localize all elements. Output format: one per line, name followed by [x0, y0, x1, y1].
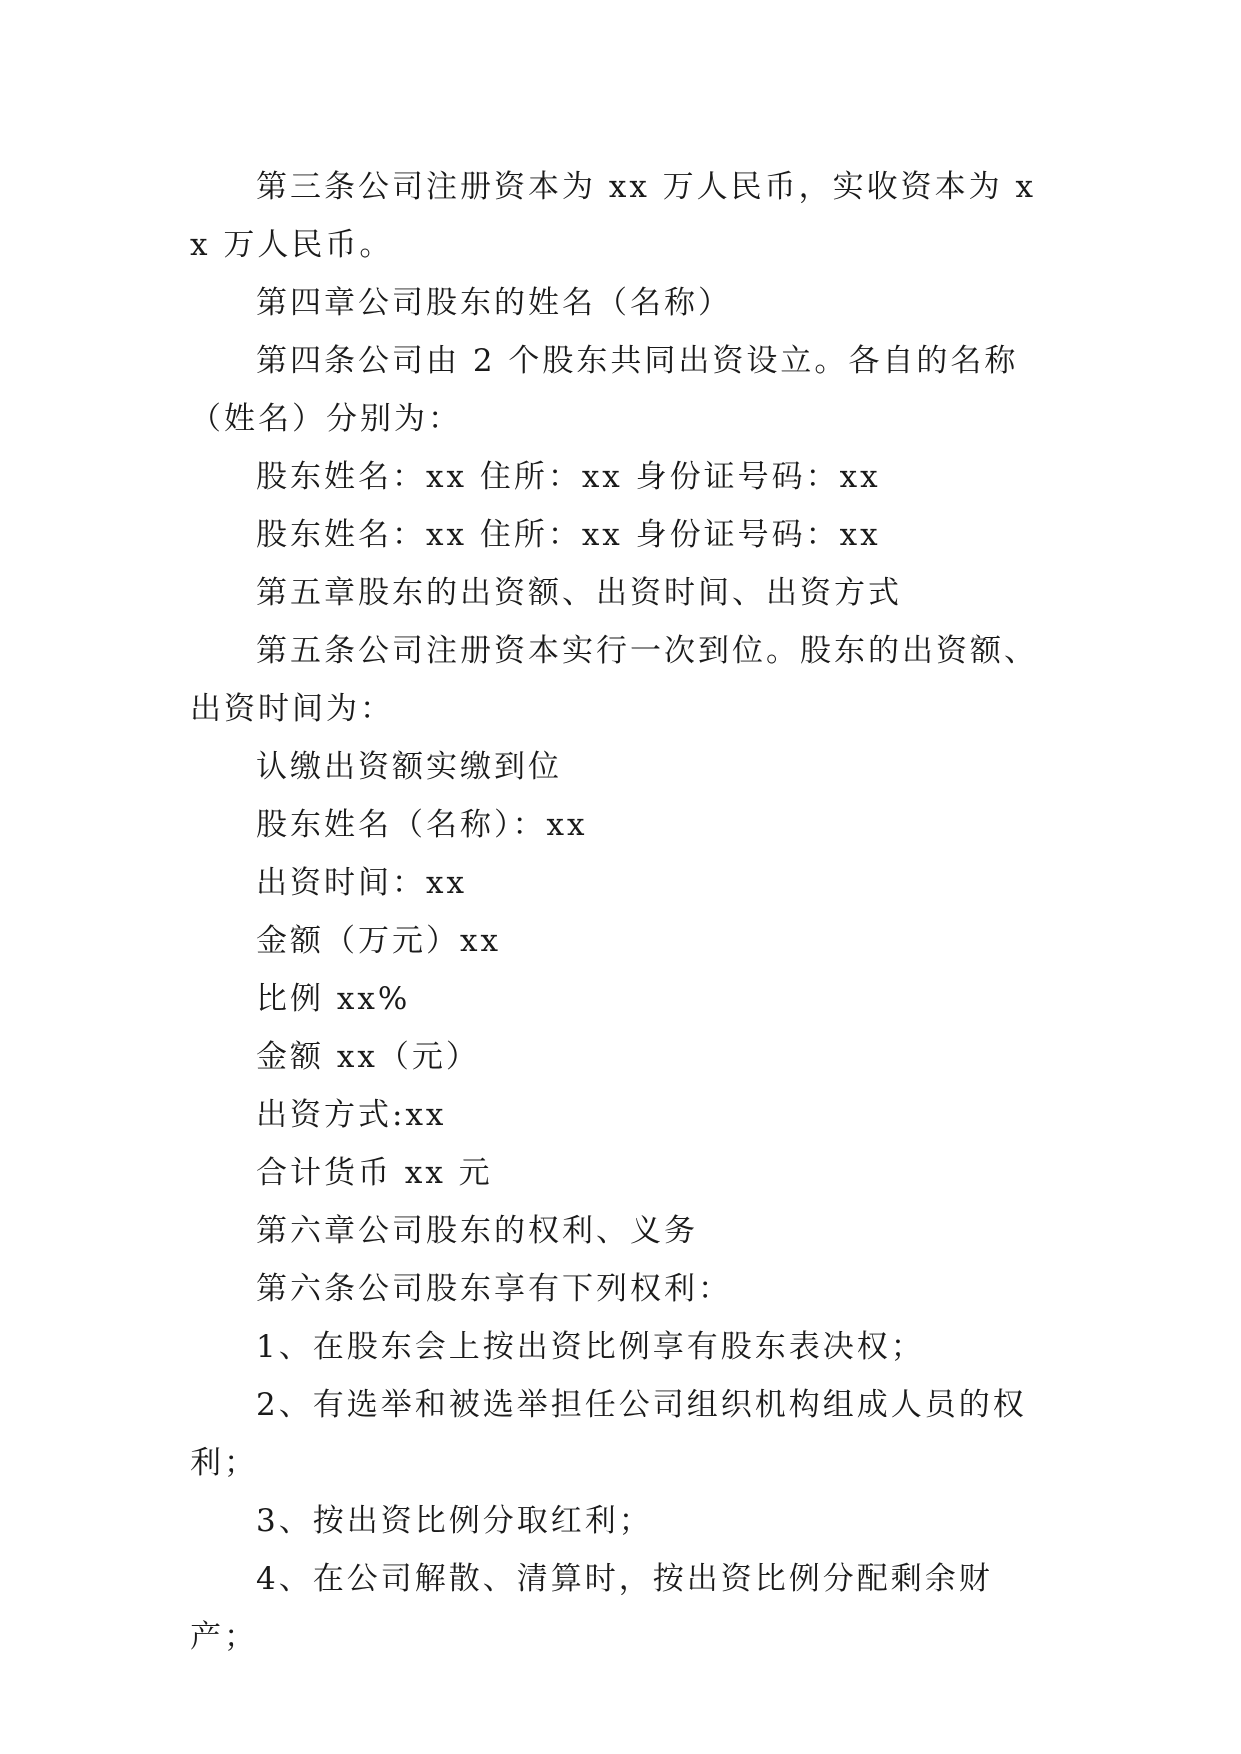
contribution-method-line: 出资方式:xx — [256, 1097, 447, 1133]
chapter-4-heading: 第四章公司股东的姓名（名称） — [256, 285, 732, 321]
amount-10k-line: 金额（万元）xx — [256, 923, 501, 959]
amount-yuan-line: 金额 xx（元） — [256, 1039, 480, 1075]
subscribed-capital-line: 认缴出资额实缴到位 — [256, 749, 562, 785]
total-currency-line: 合计货币 xx 元 — [256, 1155, 493, 1191]
right-item-3: 3、按出资比例分取红利； — [256, 1503, 653, 1539]
right-item-2: 2、有选举和被选举担任公司组织机构组成人员的权利； — [190, 1387, 1027, 1481]
shareholder-name-line: 股东姓名（名称）：xx — [256, 807, 588, 843]
right-item-1: 1、在股东会上按出资比例享有股东表决权； — [256, 1329, 925, 1365]
article-3-paragraph: 第三条公司注册资本为 xx 万人民币，实收资本为 xx 万人民币。 — [190, 169, 1037, 263]
contribution-time-line: 出资时间：xx — [256, 865, 467, 901]
ratio-line: 比例 xx% — [256, 981, 411, 1017]
right-item-4: 4、在公司解散、清算时，按出资比例分配剩余财产； — [190, 1561, 993, 1655]
shareholder-2-info: 股东姓名：xx 住所：xx 身份证号码：xx — [256, 517, 881, 553]
document-body — [190, 158, 1050, 1666]
article-5-paragraph: 第五条公司注册资本实行一次到位。股东的出资额、出资时间为： — [190, 633, 1038, 727]
chapter-5-heading: 第五章股东的出资额、出资时间、出资方式 — [256, 575, 902, 611]
chapter-6-heading: 第六章公司股东的权利、义务 — [256, 1213, 698, 1249]
article-4-paragraph: 第四条公司由 2 个股东共同出资设立。各自的名称（姓名）分别为： — [190, 343, 1019, 437]
shareholder-1-info: 股东姓名：xx 住所：xx 身份证号码：xx — [256, 459, 881, 495]
article-6-paragraph: 第六条公司股东享有下列权利： — [256, 1271, 732, 1307]
